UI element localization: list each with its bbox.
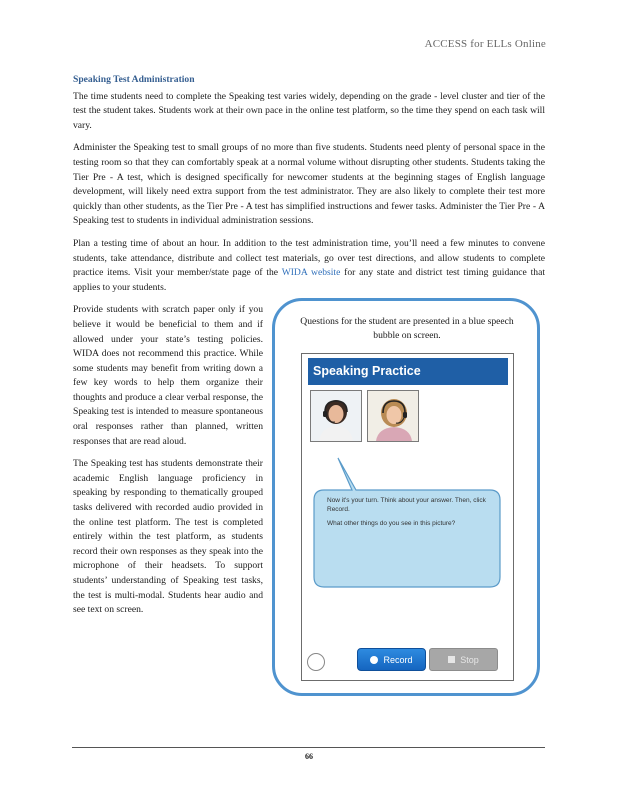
stop-icon [448,656,455,663]
figure-caption: Questions for the student are presented in a blue speech bubble on screen. [300,316,514,341]
page-number: 66 [305,752,313,761]
speech-bubble-text [327,496,499,533]
plan-text: Plan a testing time of about an hour. In addition to the test administration time, you’ll need a few minutes to convene students, take attendance, distribute and collect test materials, go over test directions, and allow students to complete practice items. Visit your member/state page of the [73,237,545,279]
wida-website-link[interactable]: WIDA website [281,267,341,279]
record-icon [370,656,378,664]
paragraph-timing: The time students need to complete the Speaking test varies widely, depending on the grade - level cluster and tier of the test the student takes. Students work at their own pace in the online test platform, so the time they spend on each task will vary. [73,90,545,131]
paragraph-speaking-test: The Speaking test has students demonstrate their academic English language proficiency in speaking by responding to thematically grouped tasks delivered with recorded audio provided in the online test platform. The test is completed entirely within the test platform, as students record their own responses as they speak into the microphone of their headsets. To support students’ understanding of Speaking test tasks, the test is multi-modal. Students hear audio and see text on screen. [73,458,263,616]
footer-divider [72,747,545,748]
bubble-question: What other things do you see in this picture? [327,520,456,527]
speech-bubble [312,457,503,589]
screen-title: Speaking Practice [308,358,508,385]
plan-text-end: for any state and district test timing guidance that applies to your students. [73,267,545,293]
test-screen-mockup [301,353,514,681]
stop-label: Stop [460,654,479,665]
student-avatar-icon [310,390,362,442]
record-label: Record [383,654,413,665]
running-header: ACCESS for ELLs Online [424,38,546,50]
record-button[interactable] [357,648,426,671]
stop-button[interactable] [429,648,498,671]
paragraph-administer: Administer the Speaking test to small groups of no more than five students. Students need plenty of personal space in the testing room so that they can comfortably speak at a normal volume without disrupting other students. Students taking the Tier Pre - A test, which is designed specifically for newcomer students at the beginning stages of English language development, will likely need extra support from the test administrator. They are also likely to complete their test more quickly than other students, as the Tier Pre - A test has simplified instructions and fewer tasks. Administer the Tier Pre - A Speaking test to students in individual administration sessions. [73,142,545,227]
teacher-avatar-icon [367,390,419,442]
paragraph-plan [73,237,545,295]
mic-level-icon [307,653,325,671]
bubble-instruction: Now it's your turn. Think about your answer. Then, click Record. [327,497,486,513]
figure-frame [272,298,540,696]
paragraph-scratch-paper: Provide students with scratch paper only if you believe it would be beneficial to them and if allowed under your state’s testing policies. WIDA does not recommend this practice. While some students may benefit from writing down a few key words to help them organize their thoughts and produce a clear verbal response, the Speaking test is intended to measure spontaneous oral responses rather than planned, written responses that are read aloud. [73,304,263,447]
section-heading: Speaking Test Administration [73,74,195,85]
